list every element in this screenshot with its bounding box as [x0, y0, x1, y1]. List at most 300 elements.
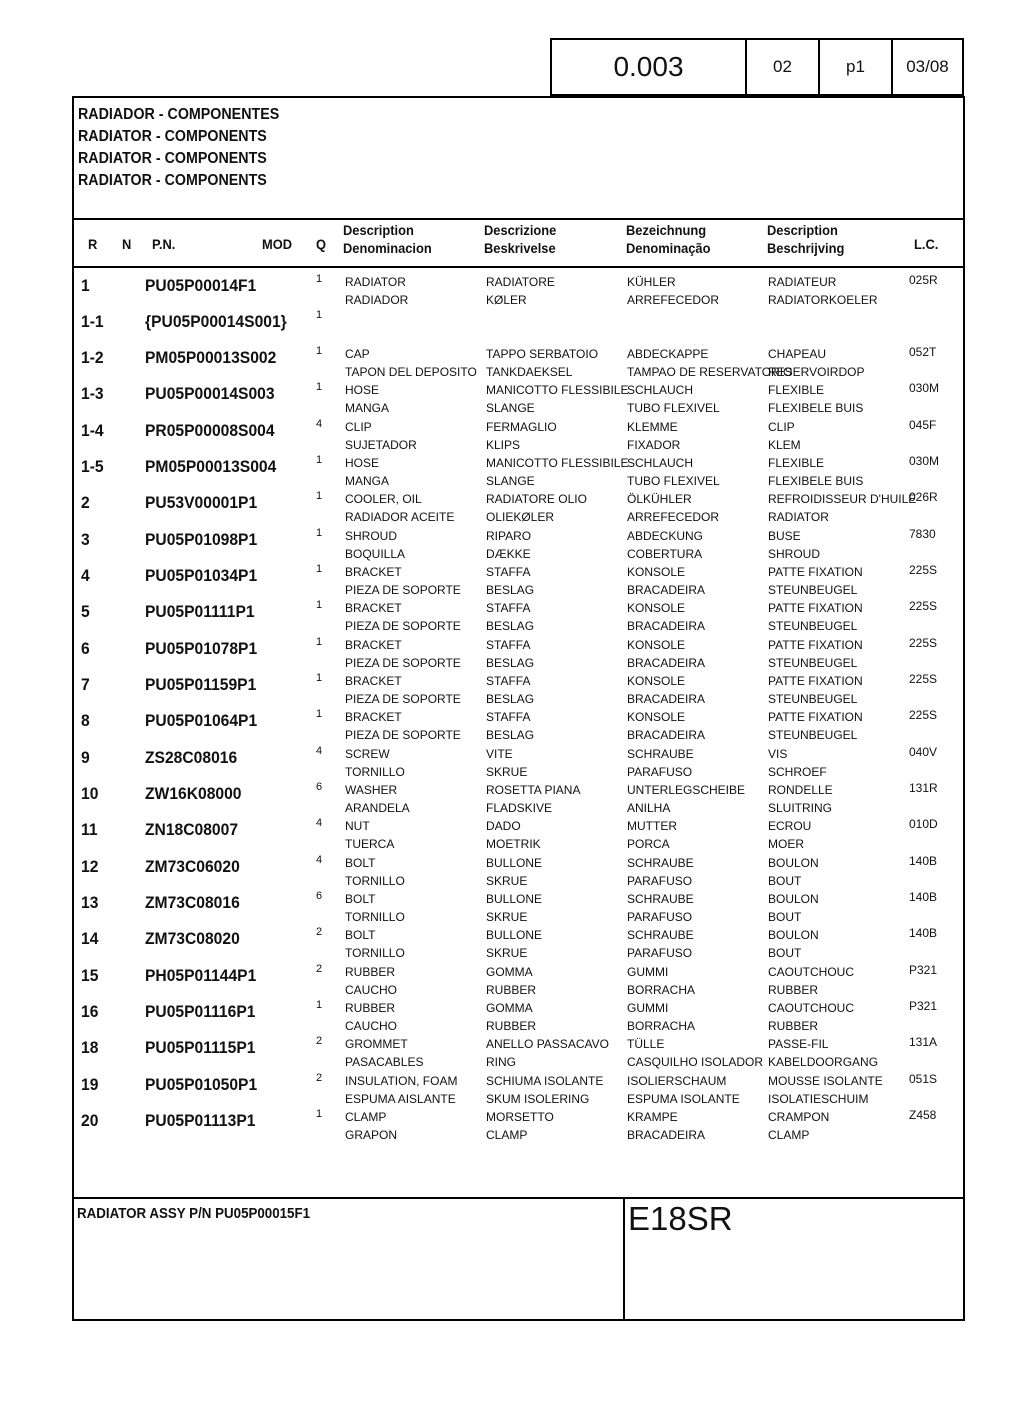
- description-d4: [768, 527, 908, 563]
- lc-code: 225S: [909, 708, 938, 723]
- description-d1: [345, 999, 483, 1035]
- description-line: SKRUE: [486, 909, 528, 924]
- lc-code: 026R: [909, 490, 938, 505]
- description-line: RIPARO: [486, 528, 532, 543]
- description-d2: [486, 781, 624, 817]
- description-line: BESLAG: [486, 619, 535, 634]
- description-line: RUBBER: [768, 1018, 819, 1033]
- description-d1: [345, 1108, 483, 1144]
- header-line: Denominacion: [343, 240, 432, 256]
- ref-number: 3: [81, 529, 90, 549]
- part-number: PU53V00001P1: [145, 493, 258, 513]
- description-line: SLUITRING: [768, 800, 833, 815]
- quantity: 1: [316, 453, 323, 466]
- description-d3: [627, 1035, 765, 1071]
- description-line: MANGA: [345, 401, 390, 416]
- description-line: CLAMP: [486, 1127, 528, 1142]
- description-line: KONSOLE: [627, 673, 686, 688]
- lc-code: P321: [909, 998, 938, 1013]
- column-header-desc4: [767, 221, 844, 257]
- quantity: 1: [316, 490, 323, 503]
- title-english-2: RADIATOR - COMPONENTS: [78, 150, 267, 167]
- description-d3: [627, 999, 765, 1035]
- description-line: ANELLO PASSACAVO: [486, 1037, 609, 1052]
- column-header-n: N: [122, 236, 132, 252]
- description-d1: [345, 345, 483, 381]
- description-d2: [486, 636, 624, 672]
- header-line: Beschrijving: [767, 240, 845, 256]
- part-number: PU05P01113P1: [145, 1110, 256, 1130]
- ref-number: 16: [81, 1001, 99, 1021]
- quantity: 1: [316, 562, 323, 575]
- description-line: BOULON: [768, 891, 819, 906]
- lc-code: 010D: [909, 817, 938, 832]
- title-english-3: RADIATOR - COMPONENTS: [78, 172, 267, 189]
- description-line: HOSE: [345, 383, 380, 398]
- description-d4: [768, 636, 908, 672]
- quantity: 6: [316, 889, 323, 902]
- description-line: COBERTURA: [627, 546, 703, 561]
- lc-code: 045F: [909, 417, 937, 432]
- description-line: RING: [486, 1055, 516, 1070]
- description-d2: [486, 854, 624, 890]
- quantity: 1: [316, 273, 323, 285]
- description-line: UNTERLEGSCHEIBE: [627, 782, 746, 797]
- description-line: ABDECKUNG: [627, 528, 704, 543]
- part-number: ZW16K08000: [145, 783, 242, 803]
- description-d2: [486, 454, 629, 490]
- ref-number: 12: [81, 856, 99, 876]
- description-d1: [345, 854, 483, 890]
- description-line: TUBO FLEXIVEL: [627, 401, 720, 416]
- description-d3: [627, 273, 765, 309]
- description-line: SKUM ISOLERING: [486, 1091, 590, 1106]
- description-line: STAFFA: [486, 710, 531, 725]
- table-row: [0, 1107, 1024, 1143]
- description-d2: [486, 381, 629, 417]
- description-d1: [345, 890, 483, 926]
- description-line: SCHRAUBE: [627, 855, 694, 870]
- description-line: FERMAGLIO: [486, 419, 557, 434]
- description-d1: [345, 817, 483, 853]
- quantity: 1: [316, 345, 323, 357]
- ref-number: 1-5: [81, 456, 104, 476]
- part-number: PU05P01098P1: [145, 529, 258, 549]
- description-line: DÆKKE: [486, 546, 531, 561]
- description-line: ROSETTA PIANA: [486, 782, 581, 797]
- description-line: VIS: [768, 746, 788, 761]
- description-line: CASQUILHO ISOLADOR: [627, 1055, 764, 1070]
- description-line: MANICOTTO FLESSIBILE: [486, 455, 629, 470]
- description-line: CAOUTCHOUC: [768, 1000, 854, 1015]
- description-d2: [486, 1108, 624, 1144]
- description-line: NUT: [345, 819, 370, 834]
- ref-number: 19: [81, 1074, 99, 1094]
- description-line: PIEZA DE SOPORTE: [345, 691, 461, 706]
- description-line: BRACADEIRA: [627, 655, 706, 670]
- ref-number: 2: [81, 493, 90, 513]
- description-line: KONSOLE: [627, 601, 686, 616]
- column-header-desc1: [343, 221, 432, 257]
- description-d4: [768, 854, 908, 890]
- description-line: BRACADEIRA: [627, 1127, 706, 1142]
- ref-number: 15: [81, 965, 99, 985]
- description-line: KLEMME: [627, 419, 678, 434]
- description-line: SCHROEF: [768, 764, 827, 779]
- description-line: BESLAG: [486, 582, 535, 597]
- lc-code: 052T: [909, 345, 937, 359]
- description-d1: [345, 1035, 483, 1071]
- table-row: [0, 744, 1024, 780]
- quantity: 1: [316, 998, 323, 1011]
- table-row: [0, 1071, 1024, 1107]
- description-d1: [345, 745, 483, 781]
- description-d2: [486, 345, 624, 381]
- description-line: BOUT: [768, 946, 802, 961]
- lc-code: 131R: [909, 780, 938, 795]
- part-number: ZM73C08020: [145, 929, 240, 949]
- part-number: PU05P01159P1: [145, 674, 257, 694]
- description-line: SHROUD: [768, 546, 821, 561]
- description-line: PASACABLES: [345, 1055, 424, 1070]
- part-number: ZM73C08016: [145, 892, 240, 912]
- description-line: BRACADEIRA: [627, 582, 706, 597]
- lc-code: 051S: [909, 1071, 938, 1086]
- description-d2: [486, 999, 624, 1035]
- description-line: MOER: [768, 837, 804, 852]
- ref-number: 6: [81, 638, 90, 658]
- part-number: PH05P01144P1: [145, 965, 257, 985]
- description-line: PARAFUSO: [627, 946, 693, 961]
- header-line: Description: [767, 222, 838, 238]
- description-d2: [486, 527, 624, 563]
- description-line: RUBBER: [768, 982, 819, 997]
- description-line: RADIADOR: [345, 293, 409, 307]
- description-line: RESERVOIRDOP: [768, 365, 865, 379]
- lc-code: 140B: [909, 853, 938, 868]
- description-d4: [768, 1035, 908, 1071]
- ref-number: 9: [81, 747, 90, 767]
- title-english: RADIATOR - COMPONENTS: [78, 128, 267, 145]
- description-d3: [627, 563, 765, 599]
- description-d3: [627, 817, 765, 853]
- column-header-desc3: [626, 221, 710, 257]
- table-row: [0, 671, 1024, 707]
- ref-number: 1: [81, 276, 90, 295]
- table-row: [0, 889, 1024, 925]
- ref-number: 8: [81, 711, 90, 731]
- description-d3: [627, 926, 765, 962]
- description-line: MOUSSE ISOLANTE: [768, 1073, 883, 1088]
- lc-code: 040V: [909, 744, 938, 759]
- description-line: SCHLAUCH: [627, 455, 694, 470]
- description-line: MANGA: [345, 473, 390, 488]
- description-line: GOMMA: [486, 1000, 533, 1015]
- description-d4: [768, 599, 908, 635]
- description-line: BOQUILLA: [345, 546, 406, 561]
- description-line: RADIATOR: [768, 510, 829, 525]
- description-line: ANILHA: [627, 800, 671, 815]
- table-row: [0, 526, 1024, 562]
- description-d4: [768, 381, 908, 417]
- description-line: PIEZA DE SOPORTE: [345, 619, 461, 634]
- ref-number: 1-1: [81, 312, 104, 331]
- quantity: 1: [316, 1107, 323, 1120]
- description-line: PATTE FIXATION: [768, 637, 863, 652]
- description-line: FLEXIBLE: [768, 383, 825, 398]
- quantity: 6: [316, 780, 323, 793]
- part-number: ZS28C08016: [145, 747, 238, 767]
- description-line: FLEXIBLE: [768, 455, 825, 470]
- description-line: KLEM: [768, 437, 801, 452]
- description-line: GOMMA: [486, 964, 533, 979]
- description-line: RUBBER: [345, 1000, 396, 1015]
- description-line: PASSE-FIL: [768, 1037, 829, 1052]
- description-line: BESLAG: [486, 655, 535, 670]
- part-number: PU05P01115P1: [145, 1038, 256, 1058]
- description-d2: [486, 745, 624, 781]
- description-line: CLAMP: [768, 1127, 810, 1142]
- description-line: BORRACHA: [627, 1018, 696, 1033]
- quantity: 2: [316, 962, 323, 975]
- description-d2: [486, 599, 624, 635]
- description-d1: [345, 963, 483, 999]
- description-line: BESLAG: [486, 728, 535, 743]
- description-line: SCHLAUCH: [627, 383, 694, 398]
- part-number: PU05P01064P1: [145, 711, 258, 731]
- part-number: ZM73C06020: [145, 856, 240, 876]
- lc-code: 131A: [909, 1035, 938, 1050]
- description-d3: [627, 1108, 765, 1144]
- description-line: BRACADEIRA: [627, 728, 706, 743]
- description-line: BOLT: [345, 891, 376, 906]
- table-row: [0, 635, 1024, 671]
- description-line: STEUNBEUGEL: [768, 582, 858, 597]
- description-d2: [486, 963, 624, 999]
- description-line: PORCA: [627, 837, 670, 852]
- description-line: BULLONE: [486, 891, 543, 906]
- lc-code: 030M: [909, 381, 940, 396]
- part-number: PU05P00014F1: [145, 276, 257, 295]
- description-d4: [768, 999, 908, 1035]
- description-line: STEUNBEUGEL: [768, 728, 858, 743]
- description-line: CAP: [345, 347, 370, 361]
- description-line: PATTE FIXATION: [768, 601, 863, 616]
- description-line: BOULON: [768, 855, 819, 870]
- description-d3: [627, 527, 765, 563]
- quantity: 1: [316, 599, 323, 612]
- description-d2: [486, 418, 624, 454]
- description-line: RADIATOR: [345, 275, 406, 289]
- description-line: SCHIUMA ISOLANTE: [486, 1073, 604, 1088]
- description-line: REFROIDISSEUR D'HUILE: [768, 492, 917, 507]
- description-line: MORSETTO: [486, 1109, 554, 1124]
- description-line: SUJETADOR: [345, 437, 417, 452]
- description-line: MUTTER: [627, 819, 677, 834]
- description-d1: [345, 563, 483, 599]
- table-row: [0, 707, 1024, 743]
- description-d4: [768, 890, 908, 926]
- lc-code: 140B: [909, 926, 938, 941]
- description-line: MOETRIK: [486, 837, 541, 852]
- description-d2: [486, 490, 624, 526]
- description-d3: [627, 454, 765, 490]
- table-row: [0, 816, 1024, 852]
- part-number: ZN18C08007: [145, 820, 239, 840]
- description-line: BOUT: [768, 909, 802, 924]
- description-line: SHROUD: [345, 528, 398, 543]
- quantity: 4: [316, 417, 323, 430]
- description-d1: [345, 636, 483, 672]
- description-d3: [627, 599, 765, 635]
- description-line: MANICOTTO FLESSIBILE: [486, 383, 629, 398]
- description-d2: [486, 672, 624, 708]
- ref-number: 20: [81, 1110, 99, 1130]
- page-number: p1: [820, 40, 893, 94]
- ref-number: 14: [81, 929, 99, 949]
- part-number: PM05P00013S004: [145, 456, 277, 476]
- ref-number: 10: [81, 783, 99, 803]
- description-line: GUMMI: [627, 1000, 669, 1015]
- description-line: CLIP: [345, 419, 372, 434]
- description-line: SLANGE: [486, 401, 535, 416]
- quantity: 1: [316, 309, 323, 321]
- description-line: HOSE: [345, 455, 380, 470]
- description-line: TANKDAEKSEL: [486, 365, 573, 379]
- lc-code: 225S: [909, 562, 938, 577]
- description-line: TAPON DEL DEPOSITO: [345, 365, 477, 379]
- description-line: BORRACHA: [627, 982, 696, 997]
- description-line: CLIP: [768, 419, 795, 434]
- description-line: PARAFUSO: [627, 873, 693, 888]
- description-line: KRAMPE: [627, 1109, 678, 1124]
- description-line: RUBBER: [345, 964, 396, 979]
- description-d3: [627, 745, 765, 781]
- lc-code: 7830: [909, 526, 936, 541]
- description-line: CLAMP: [345, 1109, 387, 1124]
- part-number: PU05P01034P1: [145, 565, 258, 585]
- description-line: STAFFA: [486, 564, 531, 579]
- description-line: ISOLATIESCHUIM: [768, 1091, 869, 1106]
- description-line: SLANGE: [486, 473, 535, 488]
- table-row: [0, 308, 1024, 344]
- table-row: [0, 453, 1024, 489]
- part-number: PU05P01116P1: [145, 1001, 256, 1021]
- description-line: CAOUTCHOUC: [768, 964, 854, 979]
- description-line: TORNILLO: [345, 909, 405, 924]
- description-d3: [627, 781, 765, 817]
- description-line: RADIATORE OLIO: [486, 492, 587, 507]
- description-line: ARREFECEDOR: [627, 510, 720, 525]
- description-d1: [345, 527, 483, 563]
- quantity: 2: [316, 1071, 323, 1084]
- description-d4: [768, 781, 908, 817]
- quantity: 1: [316, 635, 323, 648]
- description-d3: [627, 890, 765, 926]
- description-line: TUERCA: [345, 837, 395, 852]
- quantity: 4: [316, 853, 323, 866]
- description-line: RADIATORE: [486, 275, 555, 289]
- description-line: CRAMPON: [768, 1109, 830, 1124]
- description-line: RONDELLE: [768, 782, 833, 797]
- description-line: TUBO FLEXIVEL: [627, 473, 720, 488]
- lc-code: 225S: [909, 635, 938, 650]
- description-line: PATTE FIXATION: [768, 564, 863, 579]
- description-line: PARAFUSO: [627, 909, 693, 924]
- description-d1: [345, 781, 483, 817]
- quantity: 1: [316, 671, 323, 684]
- description-line: FIXADOR: [627, 437, 681, 452]
- description-d3: [627, 490, 765, 526]
- description-line: TÜLLE: [627, 1037, 665, 1052]
- column-header-mod: MOD: [262, 236, 293, 252]
- description-line: RADIATORKOELER: [768, 293, 878, 307]
- description-line: KÜHLER: [627, 275, 676, 289]
- description-line: STEUNBEUGEL: [768, 619, 858, 634]
- column-header-r: R: [88, 236, 98, 252]
- description-d4: [768, 672, 908, 708]
- description-d3: [627, 1072, 765, 1108]
- header-line: Bezeichnung: [626, 222, 707, 238]
- quantity: 2: [316, 926, 323, 939]
- ref-number: 4: [81, 565, 90, 585]
- description-d3: [627, 963, 765, 999]
- ref-number: 7: [81, 674, 90, 694]
- description-d4: [768, 273, 908, 309]
- description-line: SCHRAUBE: [627, 928, 694, 943]
- description-line: BESLAG: [486, 691, 535, 706]
- description-line: TORNILLO: [345, 764, 405, 779]
- table-row: [0, 417, 1024, 453]
- description-line: BULLONE: [486, 855, 543, 870]
- table-row: [0, 598, 1024, 634]
- description-line: KONSOLE: [627, 637, 686, 652]
- description-line: STAFFA: [486, 601, 531, 616]
- description-d2: [486, 890, 624, 926]
- description-line: PIEZA DE SOPORTE: [345, 655, 461, 670]
- description-line: TAPPO SERBATOIO: [486, 347, 599, 361]
- table-row: [0, 489, 1024, 525]
- description-line: STEUNBEUGEL: [768, 691, 858, 706]
- description-line: SKRUE: [486, 873, 528, 888]
- title-spanish: RADIADOR - COMPONENTES: [78, 106, 280, 123]
- description-d4: [768, 490, 917, 526]
- ref-number: 11: [81, 820, 98, 840]
- description-line: ECROU: [768, 819, 812, 834]
- ref-number: 1-3: [81, 384, 104, 404]
- description-line: PARAFUSO: [627, 764, 693, 779]
- description-line: BRACKET: [345, 637, 402, 652]
- description-d1: [345, 381, 483, 417]
- header-line: Denominação: [626, 240, 711, 256]
- description-line: FLEXIBELE BUIS: [768, 401, 864, 416]
- description-line: CAUCHO: [345, 982, 398, 997]
- table-row: [0, 1034, 1024, 1070]
- lc-code: 225S: [909, 671, 938, 686]
- description-line: STEUNBEUGEL: [768, 655, 858, 670]
- lc-code: Z458: [909, 1107, 937, 1122]
- description-d4: [768, 418, 908, 454]
- lc-code: 140B: [909, 889, 938, 904]
- description-line: FLADSKIVE: [486, 800, 553, 815]
- description-line: TORNILLO: [345, 873, 405, 888]
- header-line: Descrizione: [484, 222, 557, 238]
- footer-divider: [72, 1197, 965, 1199]
- table-row: [0, 380, 1024, 416]
- quantity: 2: [316, 1035, 323, 1048]
- description-line: CHAPEAU: [768, 347, 827, 361]
- quantity: 1: [316, 708, 323, 721]
